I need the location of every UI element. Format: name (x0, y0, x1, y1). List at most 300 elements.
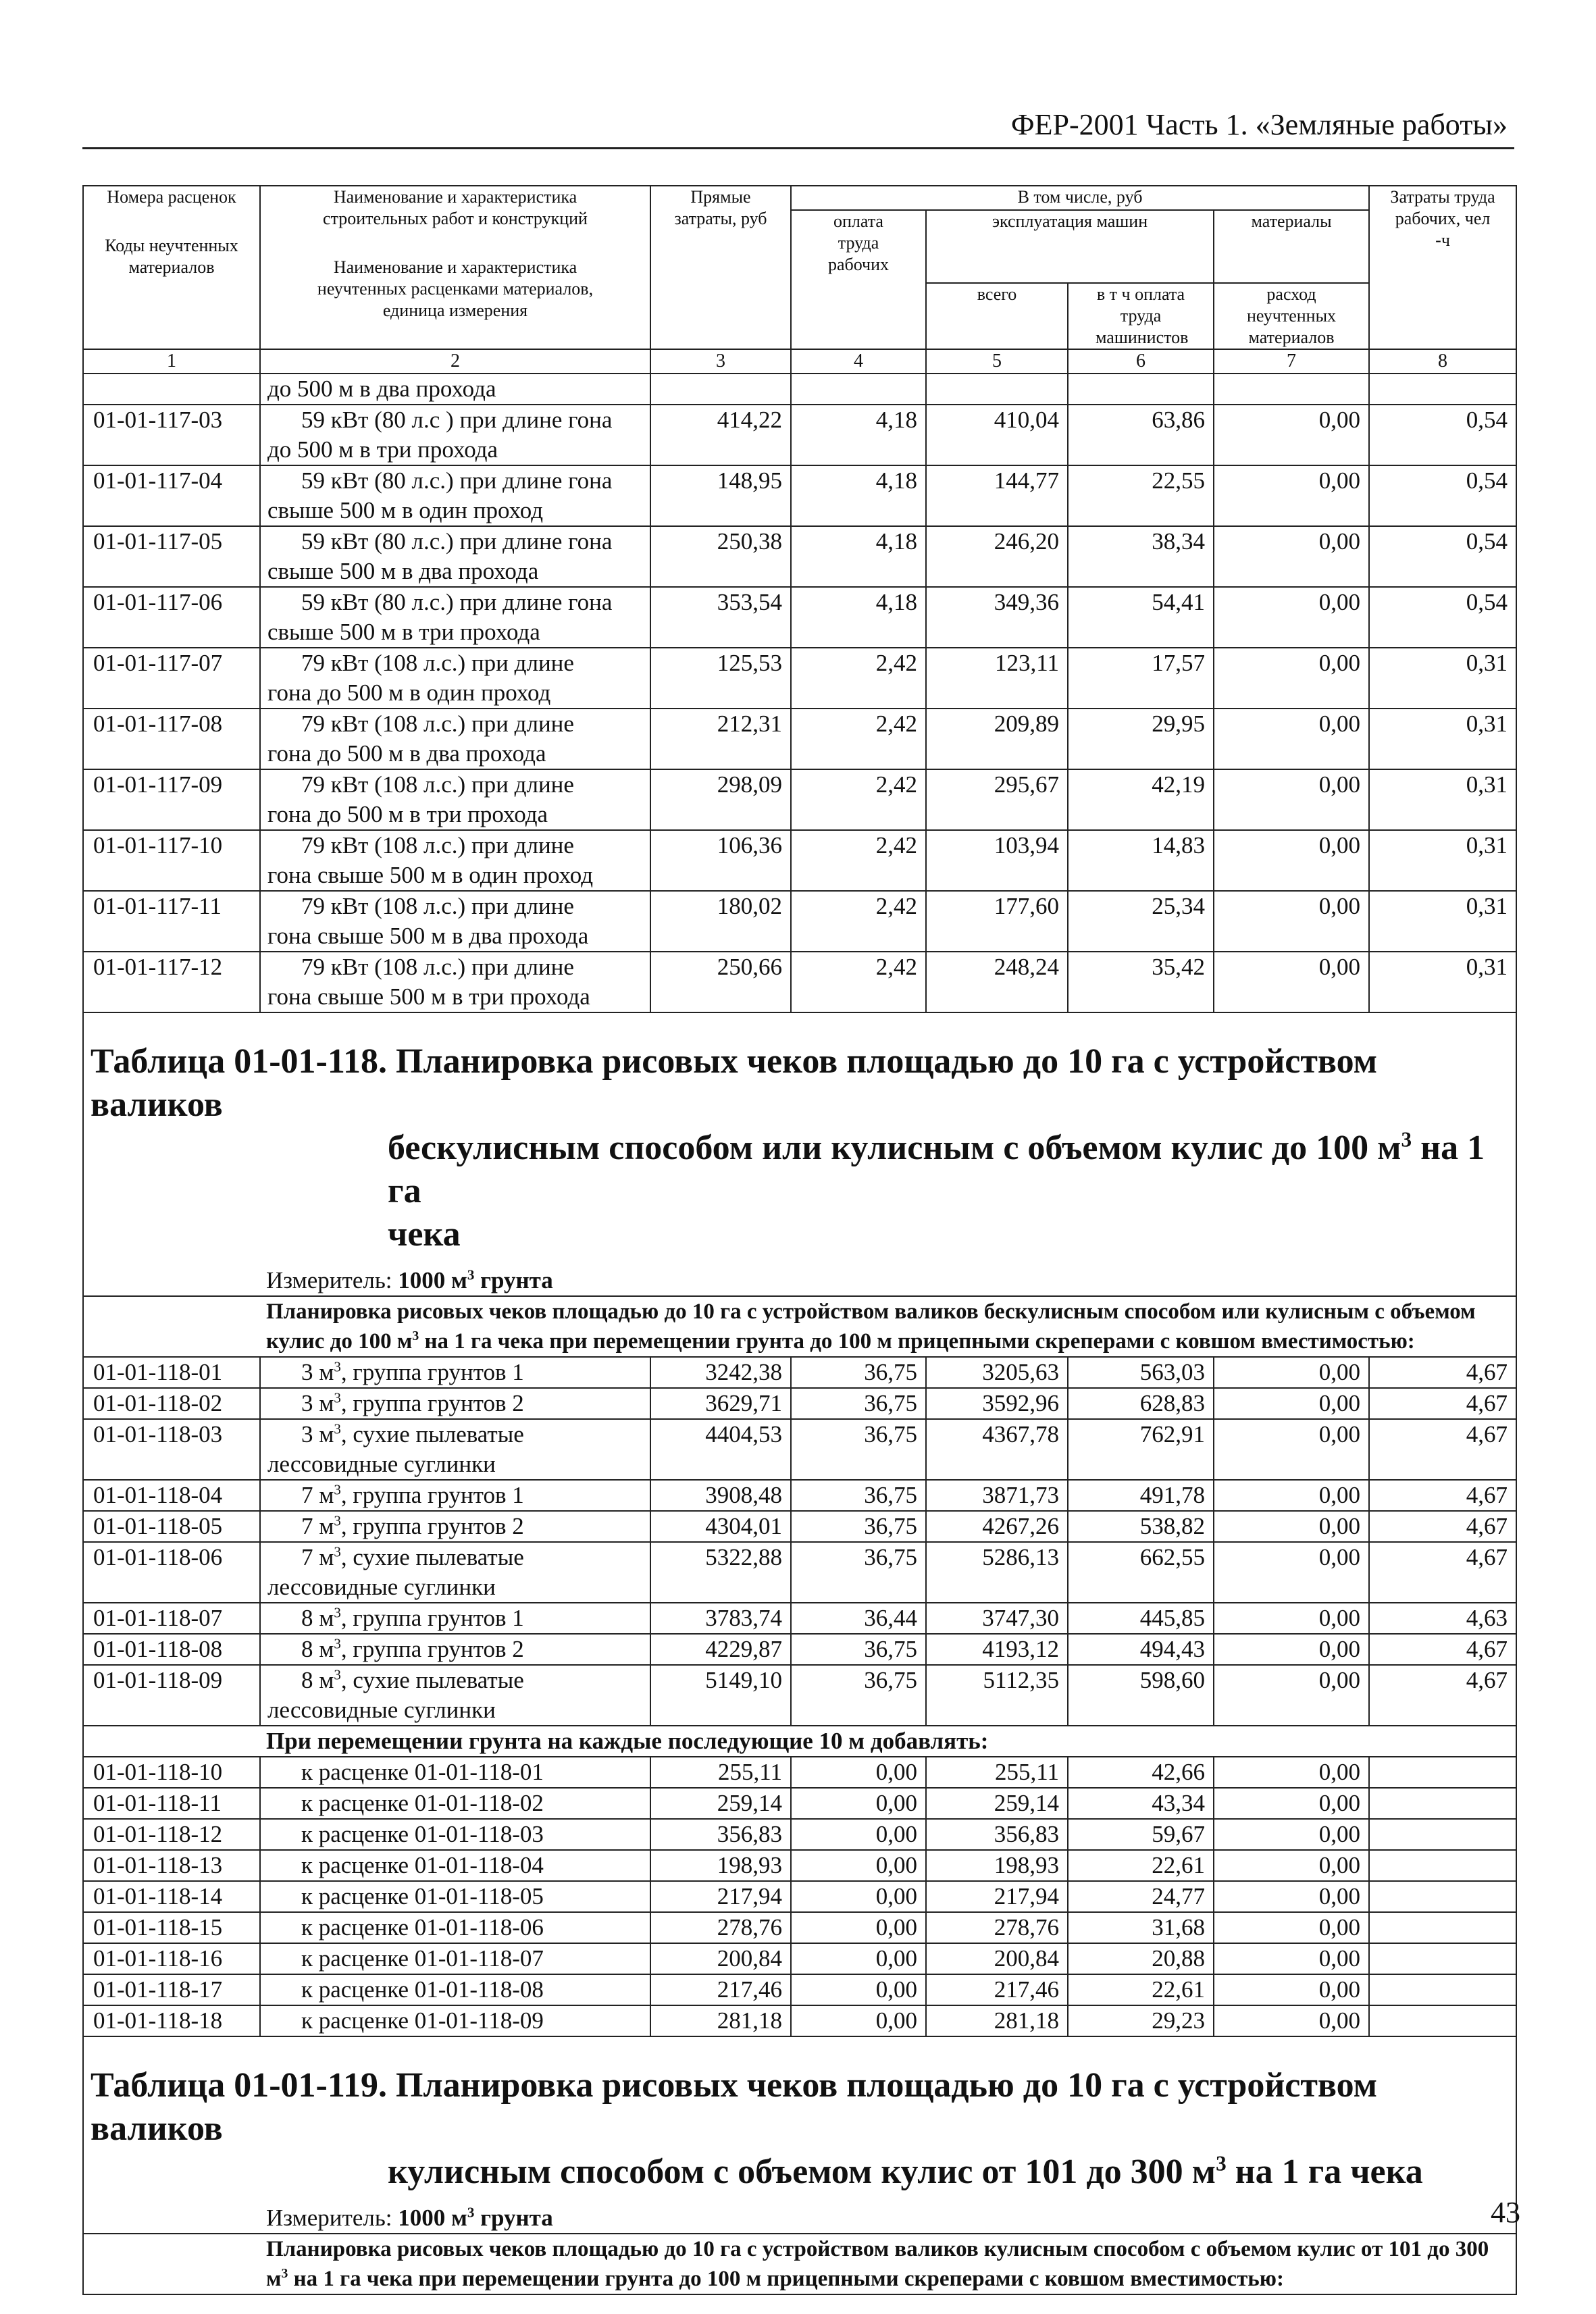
value-mach: 5286,13 (926, 1542, 1068, 1603)
table-119-measure: Измеритель: 1000 $м^3$ грунта (266, 2204, 553, 2231)
value-mach-labor: 31,68 (1068, 1912, 1214, 1943)
value-direct: 3242,38 (650, 1357, 791, 1388)
value-direct: 180,02 (650, 891, 791, 952)
rate-code: 01-01-117-03 (83, 405, 260, 465)
value-mach-labor: 494,43 (1068, 1634, 1214, 1665)
rate-name (260, 1480, 650, 1511)
rate-code: 01-01-117-08 (83, 709, 260, 769)
rate-name-line2: гона до 500 м в три прохода (267, 801, 548, 827)
value-labor: 2,42 (791, 709, 926, 769)
rate-code: 01-01-117-05 (83, 526, 260, 587)
rate-code: 01-01-118-18 (83, 2005, 260, 2036)
value-mach: 4267,26 (926, 1511, 1068, 1542)
table-row (83, 2005, 1516, 2036)
table-119-title-cell (83, 2036, 1516, 2234)
col2-bottom-label: Наименование и характеристика неучтенных расценками материалов, единица измерения (317, 257, 594, 320)
rate-name-line1: 79 кВт (108 л.с.) при длине (301, 954, 574, 980)
value-labor: 0,00 (791, 1974, 926, 2005)
header-row-top (83, 186, 1516, 210)
table-row (83, 769, 1516, 830)
table-row (83, 465, 1516, 526)
value-labor: 0,00 (791, 1943, 926, 1974)
column-numbers-row (83, 349, 1516, 374)
table-row (83, 587, 1516, 648)
value-mat: 0,00 (1214, 1850, 1369, 1881)
value-hours (1369, 1943, 1516, 1974)
rate-name-line1: 3 $м^3$, группа грунтов 2 (301, 1389, 524, 1416)
value-mat: 0,00 (1214, 405, 1369, 465)
rate-code: 01-01-118-17 (83, 1974, 260, 2005)
value-hours (1369, 1912, 1516, 1943)
value-mach-labor: 63,86 (1068, 405, 1214, 465)
table-119-measure-unit: 1000 $м^3$ грунта (398, 2204, 553, 2231)
value-labor: 36,44 (791, 1603, 926, 1634)
rate-code: 01-01-118-01 (83, 1357, 260, 1388)
value-labor: 36,75 (791, 1665, 926, 1726)
rate-name (260, 891, 650, 952)
rate-name-line2: лессовидные суглинки (267, 1697, 496, 1723)
rate-name: к расценке 01-01-118-07 (260, 1943, 650, 1974)
value-mach-labor: 54,41 (1068, 587, 1214, 648)
value-mat: 0,00 (1214, 587, 1369, 648)
rate-code: 01-01-118-07 (83, 1603, 260, 1634)
value-direct: 250,38 (650, 526, 791, 587)
rate-code: 01-01-117-10 (83, 830, 260, 891)
rate-name-line1: 3 $м^3$, группа грунтов 1 (301, 1358, 524, 1385)
value-mat: 0,00 (1214, 1480, 1369, 1511)
value-mach: 4193,12 (926, 1634, 1068, 1665)
table-118-title (84, 1040, 1516, 1256)
rate-code: 01-01-117-06 (83, 587, 260, 648)
value-mach: 3871,73 (926, 1480, 1068, 1511)
rates-table (82, 185, 1517, 2295)
rate-name-line1: 79 кВт (108 л.с.) при длине (301, 650, 574, 676)
rate-name-line1: 79 кВт (108 л.с.) при длине (301, 711, 574, 737)
value-mach-labor: 22,61 (1068, 1850, 1214, 1881)
value-labor: 0,00 (791, 1912, 926, 1943)
value-labor: 2,42 (791, 648, 926, 709)
value-mat: 0,00 (1214, 952, 1369, 1012)
value-mach-labor: 25,34 (1068, 891, 1214, 952)
rate-name: к расценке 01-01-118-09 (260, 2005, 650, 2036)
value-direct: 353,54 (650, 587, 791, 648)
page-number: 43 (1491, 2196, 1520, 2229)
value-mat: 0,00 (1214, 891, 1369, 952)
rate-name-line2: гона свыше 500 м в три прохода (267, 983, 590, 1010)
rate-name-line2: свыше 500 м в два прохода (267, 558, 539, 584)
table-118-description-row (83, 1296, 1516, 1357)
column-number: 4 (791, 349, 926, 374)
value-hours: 4,67 (1369, 1419, 1516, 1480)
value-direct: 278,76 (650, 1912, 791, 1943)
table-row (83, 1788, 1516, 1819)
superscript: 3 (1401, 1127, 1412, 1152)
value-hours (1369, 1788, 1516, 1819)
value-labor: 4,18 (791, 465, 926, 526)
rate-name-line1: 59 кВт (80 л.с.) при длине гона (301, 589, 613, 615)
value-labor: 36,75 (791, 1480, 926, 1511)
value-labor: 0,00 (791, 1819, 926, 1850)
col8-header: Затраты труда рабочих, чел -ч (1369, 186, 1516, 349)
rate-code: 01-01-118-16 (83, 1943, 260, 1974)
rate-name-line1: 3 $м^3$, сухие пылеватые (301, 1420, 524, 1447)
rate-code: 01-01-118-04 (83, 1480, 260, 1511)
rate-code: 01-01-118-08 (83, 1634, 260, 1665)
value-mat: 0,00 (1214, 1943, 1369, 1974)
table-row (83, 1943, 1516, 1974)
table-cell (1214, 374, 1369, 405)
value-mach-labor: 563,03 (1068, 1357, 1214, 1388)
value-mach-labor: 38,34 (1068, 526, 1214, 587)
value-direct: 198,93 (650, 1850, 791, 1881)
table-cell (926, 374, 1068, 405)
table-row (83, 648, 1516, 709)
value-hours: 0,31 (1369, 891, 1516, 952)
value-direct: 5149,10 (650, 1665, 791, 1726)
value-mach-labor: 43,34 (1068, 1788, 1214, 1819)
table-118-title-line2: бескулисным способом или кулисным с объемом кулис до 100 $м^3$ на 1 га (388, 1127, 1485, 1210)
value-labor: 36,75 (791, 1388, 926, 1419)
value-direct: 217,46 (650, 1974, 791, 2005)
value-labor: 0,00 (791, 1757, 926, 1788)
column-number: 7 (1214, 349, 1369, 374)
value-mat: 0,00 (1214, 526, 1369, 587)
value-mach: 103,94 (926, 830, 1068, 891)
value-direct: 212,31 (650, 709, 791, 769)
value-labor: 2,42 (791, 891, 926, 952)
value-labor: 0,00 (791, 1788, 926, 1819)
column-number: 8 (1369, 349, 1516, 374)
table-row (83, 1881, 1516, 1912)
value-mat: 0,00 (1214, 1757, 1369, 1788)
table-row (83, 1603, 1516, 1634)
value-direct: 125,53 (650, 648, 791, 709)
col6-header: в т ч оплата труда машинистов (1068, 283, 1214, 349)
rate-name-line1: 79 кВт (108 л.с.) при длине (301, 771, 574, 798)
superscript: 3 (334, 1420, 341, 1437)
value-mach-labor: 762,91 (1068, 1419, 1214, 1480)
rate-code: 01-01-118-11 (83, 1788, 260, 1819)
value-direct: 4229,87 (650, 1634, 791, 1665)
rate-name-line2: гона до 500 м в два прохода (267, 740, 546, 767)
col2-header (260, 186, 650, 349)
table-cell (1068, 374, 1214, 405)
value-direct: 281,18 (650, 2005, 791, 2036)
rate-name: к расценке 01-01-118-04 (260, 1850, 650, 1881)
rate-name (260, 1419, 650, 1480)
value-mat: 0,00 (1214, 1357, 1369, 1388)
table-118-description: Планировка рисовых чеков площадью до 10 га с устройством валиков бескулисным способом или кулисным с объемом кулис до 100 $м^3$ на 1 га чека при перемещении грунта до 100 м прицепными скреперами с ковшом вместимостью: (83, 1296, 1516, 1357)
rate-name (260, 1542, 650, 1603)
table-row (83, 1388, 1516, 1419)
rate-name: к расценке 01-01-118-03 (260, 1819, 650, 1850)
value-labor: 36,75 (791, 1542, 926, 1603)
superscript: 3 (467, 2204, 475, 2221)
value-labor: 36,75 (791, 1634, 926, 1665)
continuation-row (83, 374, 1516, 405)
col7-header: расход неучтенных материалов (1214, 283, 1369, 349)
rate-name (260, 952, 650, 1012)
rate-name (260, 526, 650, 587)
value-direct: 106,36 (650, 830, 791, 891)
table-row (83, 952, 1516, 1012)
value-mach: 3592,96 (926, 1388, 1068, 1419)
value-mach: 177,60 (926, 891, 1068, 952)
rate-name-line1: 7 $м^3$, группа грунтов 2 (301, 1512, 524, 1539)
rate-name-line2: до 500 м в три прохода (267, 436, 498, 463)
table-119-description: Планировка рисовых чеков площадью до 10 га с устройством валиков кулисным способом с объемом кулис от 101 до 300 $м^3$ на 1 га чека при перемещении грунта до 100 м прицепными скреперами с ковшом вместимостью: (83, 2234, 1516, 2294)
value-hours: 0,31 (1369, 709, 1516, 769)
table-row (83, 1819, 1516, 1850)
rate-code: 01-01-117-07 (83, 648, 260, 709)
value-hours: 4,67 (1369, 1665, 1516, 1726)
value-mat: 0,00 (1214, 769, 1369, 830)
value-mach: 217,94 (926, 1881, 1068, 1912)
superscript: 3 (334, 1543, 341, 1560)
value-mach-labor: 59,67 (1068, 1819, 1214, 1850)
value-mach-labor: 24,77 (1068, 1881, 1214, 1912)
value-labor: 36,75 (791, 1357, 926, 1388)
rate-name: к расценке 01-01-118-02 (260, 1788, 650, 1819)
table-119-title-line1: Таблица 01-01-119. Планировка рисовых чеков площадью до 10 га с устройством валиков (91, 2066, 1378, 2148)
rate-code: 01-01-118-09 (83, 1665, 260, 1726)
value-mach-labor: 42,19 (1068, 769, 1214, 830)
rate-code: 01-01-117-09 (83, 769, 260, 830)
value-mat: 0,00 (1214, 1788, 1369, 1819)
value-mach-labor: 662,55 (1068, 1542, 1214, 1603)
incl-header: В том числе, руб (791, 186, 1369, 210)
table-118-title-cell (83, 1012, 1516, 1296)
table-row (83, 1912, 1516, 1943)
rate-name (260, 830, 650, 891)
superscript: 3 (334, 1512, 341, 1529)
table-row (83, 526, 1516, 587)
table-row (83, 1665, 1516, 1726)
rate-code: 01-01-117-11 (83, 891, 260, 952)
table-row (83, 1542, 1516, 1603)
value-direct: 255,11 (650, 1757, 791, 1788)
value-labor: 0,00 (791, 1881, 926, 1912)
value-mach: 295,67 (926, 769, 1068, 830)
col5-header: всего (926, 283, 1068, 349)
value-hours: 4,67 (1369, 1634, 1516, 1665)
value-direct: 217,94 (650, 1881, 791, 1912)
value-mach-labor: 29,95 (1068, 709, 1214, 769)
value-mat: 0,00 (1214, 1912, 1369, 1943)
table-119-title-row (83, 2036, 1516, 2234)
column-number: 1 (83, 349, 260, 374)
table-row (83, 1419, 1516, 1480)
value-mach: 278,76 (926, 1912, 1068, 1943)
value-mach: 246,20 (926, 526, 1068, 587)
section-heading: При перемещении грунта на каждые последующие 10 м добавлять: (83, 1726, 1516, 1757)
value-mach-labor: 35,42 (1068, 952, 1214, 1012)
value-mat: 0,00 (1214, 830, 1369, 891)
value-hours: 0,31 (1369, 952, 1516, 1012)
superscript: 3 (334, 1666, 341, 1683)
table-118-title-row (83, 1012, 1516, 1296)
table-row (83, 1850, 1516, 1881)
table-row (83, 405, 1516, 465)
value-labor: 2,42 (791, 830, 926, 891)
materials-header: материалы (1214, 210, 1369, 283)
column-number: 2 (260, 349, 650, 374)
table-row (83, 830, 1516, 891)
value-mach: 144,77 (926, 465, 1068, 526)
column-number: 5 (926, 349, 1068, 374)
value-mach-labor: 628,83 (1068, 1388, 1214, 1419)
rate-name (260, 405, 650, 465)
rate-name (260, 1665, 650, 1726)
value-mach: 209,89 (926, 709, 1068, 769)
rate-name (260, 1388, 650, 1419)
rate-name-line2: свыше 500 м в один проход (267, 497, 544, 523)
rate-name (260, 1511, 650, 1542)
value-mach-labor: 17,57 (1068, 648, 1214, 709)
table-row (83, 891, 1516, 952)
value-mat: 0,00 (1214, 1634, 1369, 1665)
rate-name-line2: гона до 500 м в один проход (267, 679, 551, 706)
col2-top-label: Наименование и характеристика строительных работ и конструкций (323, 187, 588, 228)
rate-name-line1: 8 $м^3$, группа грунтов 1 (301, 1604, 524, 1631)
value-mach-labor: 445,85 (1068, 1603, 1214, 1634)
rate-name (260, 648, 650, 709)
value-mach-labor: 598,60 (1068, 1665, 1214, 1726)
value-mat: 0,00 (1214, 1665, 1369, 1726)
value-mat: 0,00 (1214, 2005, 1369, 2036)
rate-name (260, 769, 650, 830)
rate-code: 01-01-118-10 (83, 1757, 260, 1788)
col1-top-label: Номера расценок (107, 187, 236, 207)
value-mat: 0,00 (1214, 465, 1369, 526)
rate-name-line2: лессовидные суглинки (267, 1574, 496, 1600)
rate-code: 01-01-117-12 (83, 952, 260, 1012)
value-hours: 4,67 (1369, 1511, 1516, 1542)
value-mat: 0,00 (1214, 1881, 1369, 1912)
value-mach: 356,83 (926, 1819, 1068, 1850)
table-cell (650, 374, 791, 405)
table-118-measure-unit: 1000 $м^3$ грунта (398, 1266, 553, 1293)
value-hours (1369, 1974, 1516, 2005)
rate-code: 01-01-118-03 (83, 1419, 260, 1480)
value-direct: 250,66 (650, 952, 791, 1012)
rate-code: 01-01-117-04 (83, 465, 260, 526)
value-mach-labor: 14,83 (1068, 830, 1214, 891)
value-direct: 3783,74 (650, 1603, 791, 1634)
value-mat: 0,00 (1214, 1603, 1369, 1634)
table-cell (1369, 374, 1516, 405)
rate-name (260, 1357, 650, 1388)
rate-name-line2: свыше 500 м в три прохода (267, 619, 540, 645)
value-direct: 414,22 (650, 405, 791, 465)
value-hours (1369, 1819, 1516, 1850)
value-hours: 0,31 (1369, 648, 1516, 709)
rate-name-line1: 79 кВт (108 л.с.) при длине (301, 893, 574, 919)
rate-name-line2: лессовидные суглинки (267, 1451, 496, 1477)
value-direct: 3908,48 (650, 1480, 791, 1511)
superscript: 3 (334, 1358, 341, 1375)
machines-header: эксплуатация машин (926, 210, 1214, 283)
superscript: 3 (334, 1389, 341, 1406)
value-labor: 0,00 (791, 1850, 926, 1881)
rate-name-line1: 7 $м^3$, сухие пылеватые (301, 1543, 524, 1570)
rate-name-line2: гона свыше 500 м в один проход (267, 862, 594, 888)
continuation-text: до 500 м в два прохода (260, 374, 650, 405)
value-hours: 0,31 (1369, 830, 1516, 891)
rate-name-line1: 7 $м^3$, группа грунтов 1 (301, 1481, 524, 1508)
rate-code: 01-01-118-05 (83, 1511, 260, 1542)
value-mach: 281,18 (926, 2005, 1068, 2036)
value-labor: 0,00 (791, 2005, 926, 2036)
rate-code: 01-01-118-02 (83, 1388, 260, 1419)
rate-name: к расценке 01-01-118-06 (260, 1912, 650, 1943)
value-direct: 4404,53 (650, 1419, 791, 1480)
superscript: 3 (281, 2266, 288, 2281)
value-mach: 255,11 (926, 1757, 1068, 1788)
value-mat: 0,00 (1214, 1388, 1369, 1419)
value-labor: 2,42 (791, 769, 926, 830)
value-mach: 410,04 (926, 405, 1068, 465)
page-header (82, 107, 1514, 149)
value-direct: 200,84 (650, 1943, 791, 1974)
superscript: 3 (412, 1329, 419, 1343)
rate-code: 01-01-118-13 (83, 1850, 260, 1881)
value-mach: 198,93 (926, 1850, 1068, 1881)
value-mach: 4367,78 (926, 1419, 1068, 1480)
rate-code: 01-01-118-12 (83, 1819, 260, 1850)
value-labor: 4,18 (791, 405, 926, 465)
rate-name-line1: 8 $м^3$, сухие пылеватые (301, 1666, 524, 1693)
value-mat: 0,00 (1214, 1542, 1369, 1603)
rate-name (260, 709, 650, 769)
value-hours (1369, 1881, 1516, 1912)
value-hours: 4,67 (1369, 1542, 1516, 1603)
value-direct: 298,09 (650, 769, 791, 830)
value-hours (1369, 2005, 1516, 2036)
value-direct: 259,14 (650, 1788, 791, 1819)
value-hours: 4,67 (1369, 1480, 1516, 1511)
table-row (83, 1757, 1516, 1788)
value-mach: 3747,30 (926, 1603, 1068, 1634)
col1-header (83, 186, 260, 349)
value-mach-labor: 42,66 (1068, 1757, 1214, 1788)
table-118-title-line3: чека (388, 1215, 461, 1254)
value-mach-labor: 20,88 (1068, 1943, 1214, 1974)
rates-table-frame (82, 185, 1516, 2295)
rate-name (260, 1603, 650, 1634)
value-direct: 148,95 (650, 465, 791, 526)
value-mach: 217,46 (926, 1974, 1068, 2005)
value-mach-labor: 29,23 (1068, 2005, 1214, 2036)
value-labor: 4,18 (791, 587, 926, 648)
value-mach: 123,11 (926, 648, 1068, 709)
rate-code: 01-01-118-15 (83, 1912, 260, 1943)
value-mat: 0,00 (1214, 1819, 1369, 1850)
value-hours: 4,63 (1369, 1603, 1516, 1634)
col4-header: оплата труда рабочих (791, 210, 926, 349)
col1-bottom-label: Коды неучтенных материалов (105, 236, 238, 277)
rate-name-line2: гона свыше 500 м в два прохода (267, 923, 589, 949)
value-mach-labor: 538,82 (1068, 1511, 1214, 1542)
rate-name: к расценке 01-01-118-08 (260, 1974, 650, 2005)
value-direct: 3629,71 (650, 1388, 791, 1419)
table-row (83, 1357, 1516, 1388)
superscript: 3 (334, 1481, 341, 1498)
table-row (83, 1480, 1516, 1511)
rate-name-line1: 8 $м^3$, группа грунтов 2 (301, 1635, 524, 1662)
table-row (83, 1511, 1516, 1542)
value-mat: 0,00 (1214, 648, 1369, 709)
